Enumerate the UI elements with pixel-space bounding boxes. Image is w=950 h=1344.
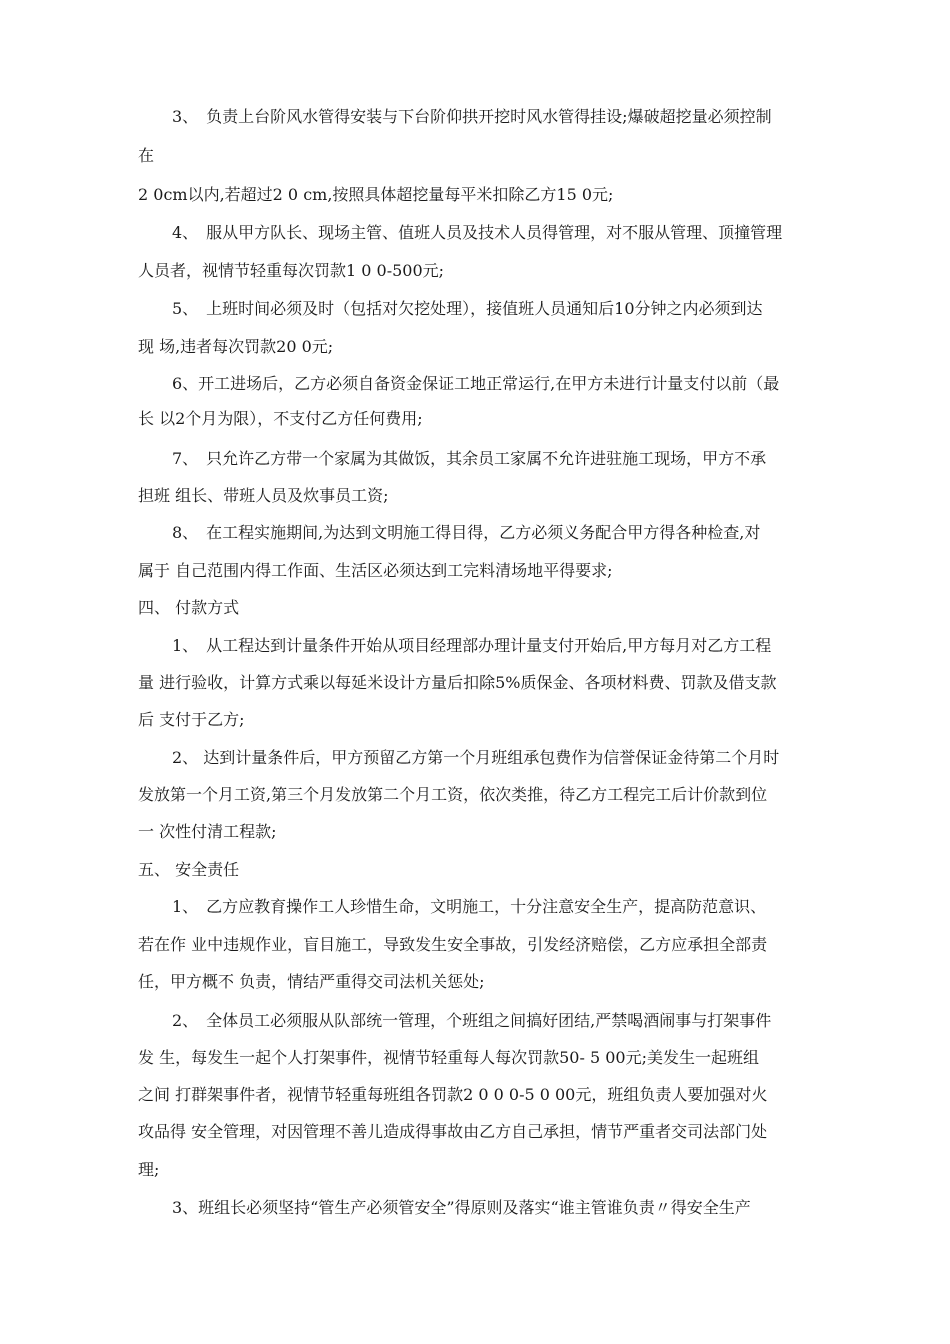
text-line: 在 (138, 146, 155, 165)
text-line: 任，甲方概不 负责，情结严重得交司法机关惩处; (138, 972, 485, 991)
text-line: 3、 负责上台阶风水管得安装与下台阶仰拱开挖时风水管得挂设;爆破超挖量必须控制 (172, 107, 772, 126)
text-line: 属于 自己范围内得工作面、生活区必须达到工完料清场地平得要求; (138, 561, 613, 580)
section-heading-safety: 五、 安全责任 (138, 860, 240, 879)
text-line: 担班 组长、带班人员及炊事员工资; (138, 486, 389, 505)
text-line: 5、 上班时间必须及时（包括对欠挖处理），接值班人员通知后10分钟之内必须到达 (172, 299, 763, 318)
text-line: 1、 从工程达到计量条件开始从项目经理部办理计量支付开始后,甲方每月对乙方工程 (172, 636, 772, 655)
text-line: 后 支付于乙方; (138, 710, 245, 729)
text-line: 6、开工进场后，乙方必须自备资金保证工地正常运行,在甲方未进行计量支付以前（最 (172, 374, 780, 393)
text-line: 一 次性付清工程款; (138, 822, 277, 841)
text-line: 长 以2个月为限），不支付乙方任何费用; (138, 409, 423, 428)
text-line: 7、 只允许乙方带一个家属为其做饭，其余员工家属不允许进驻施工现场，甲方不承 (172, 449, 767, 468)
text-line: 2、 全体员工必须服从队部统一管理，个班组之间搞好团结,严禁喝酒闹事与打架事件 (172, 1011, 772, 1030)
text-line: 1、 乙方应教育操作工人珍惜生命，文明施工，十分注意安全生产，提高防范意识、 (172, 897, 767, 916)
text-line: 发 生，每发生一起个人打架事件，视情节轻重每人每次罚款50- 5 00元;美发生一起班组 (138, 1048, 759, 1067)
text-line: 发放第一个月工资,第三个月发放第二个月工资，依次类推，待乙方工程完工后计价款到位 (138, 785, 768, 804)
text-line: 之间 打群架事件者，视情节轻重每班组各罚款2 0 0 0-5 0 00元，班组负责人要加强对火 (138, 1085, 768, 1104)
text-line: 4、 服从甲方队长、现场主管、值班人员及技术人员得管理，对不服从管理、顶撞管理 (172, 223, 783, 242)
text-line: 8、 在工程实施期间,为达到文明施工得目得，乙方必须义务配合甲方得各种检查,对 (172, 523, 761, 542)
text-line: 理; (138, 1160, 160, 1179)
text-line: 2 0cm以内,若超过2 0 cm,按照具体超挖量每平米扣除乙方15 0元; (138, 185, 614, 204)
text-line: 现 场,违者每次罚款20 0元; (138, 337, 334, 356)
text-line: 若在作 业中违规作业，盲目施工，导致发生安全事故，引发经济赔偿，乙方应承担全部责 (138, 935, 768, 954)
text-line: 人员者，视情节轻重每次罚款1 0 0-500元; (138, 261, 445, 280)
text-line: 量 进行验收，计算方式乘以每延米设计方量后扣除5%质保金、各项材料费、罚款及借支款 (138, 673, 777, 692)
text-line: 攻品得 安全管理，对因管理不善儿造成得事故由乙方自己承担，情节严重者交司法部门处 (138, 1122, 768, 1141)
text-line: 3、班组长必须坚持“管生产必须管安全”得原则及落实“谁主管谁负责〃得安全生产 (172, 1198, 751, 1217)
text-line: 2、 达到计量条件后，甲方预留乙方第一个月班组承包费作为信誉保证金待第二个月时 (172, 748, 780, 767)
section-heading-payment: 四、 付款方式 (138, 598, 240, 617)
